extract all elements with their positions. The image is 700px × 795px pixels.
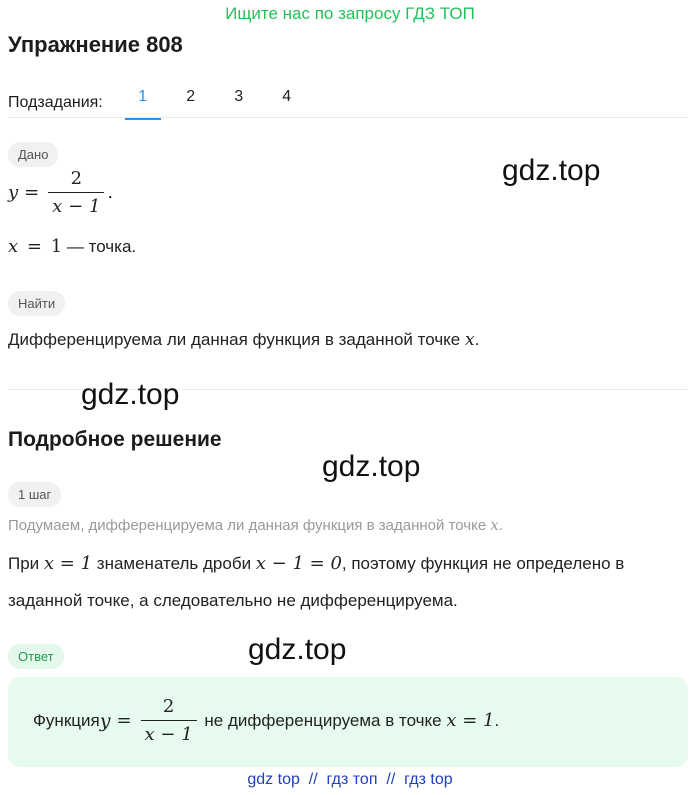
tab-subtask-3[interactable]: 3 [234, 88, 244, 105]
given-frac-den: x − 1 [48, 192, 104, 217]
answer-m2: x = 1 [446, 710, 495, 731]
footer-watermark: gdz top // гдз топ // гдз top [247, 771, 453, 788]
answer-mid: не дифференцируема в точке [199, 710, 447, 730]
watermark: gdz.top [502, 154, 601, 187]
subtasks-label: Подзадания: [8, 94, 103, 111]
given-fraction [48, 168, 104, 217]
hint-end: . [498, 517, 503, 534]
answer-pill: Ответ [8, 644, 64, 669]
sol-l1-m1: x = 1 [43, 553, 93, 574]
given-pill: Дано [8, 142, 58, 167]
answer-text [33, 696, 499, 745]
subtasks-nav [8, 86, 311, 120]
watermark: gdz.top [248, 633, 347, 666]
given-period: . [107, 182, 114, 203]
sol-l1-m2: x − 1 = 0 [255, 553, 342, 574]
given-frac-num: 2 [70, 168, 83, 189]
answer-sign: = [116, 710, 132, 731]
sol-l1-b: знаменатель дроби [92, 554, 256, 573]
hint-text: Подумаем, дифференцируема ли данная функция в заданной точке [8, 517, 491, 534]
watermark: gdz.top [322, 450, 421, 483]
step-pill: 1 шаг [8, 482, 61, 507]
answer-frac-num: 2 [162, 696, 175, 717]
step-hint [8, 516, 503, 534]
page-title: Упражнение 808 [8, 32, 183, 57]
watermark: gdz.top [81, 378, 180, 411]
find-question: Дифференцируема ли данная функция в заданной точке [8, 330, 465, 349]
find-var: x [464, 330, 475, 350]
hint-var: x [490, 516, 499, 534]
tabs-divider [8, 117, 688, 118]
point-var: x [8, 236, 19, 257]
answer-frac-den: x − 1 [141, 720, 197, 745]
point-text: — точка. [62, 237, 137, 256]
find-pill: Найти [8, 291, 65, 316]
solution-title: Подробное решение [8, 428, 222, 451]
answer-pre: Функция [33, 710, 100, 730]
tab-subtask-2[interactable]: 2 [186, 88, 196, 105]
find-text [8, 330, 479, 350]
point-val: 1 [50, 236, 63, 257]
given-function [8, 168, 113, 217]
sol-l1-a: При [8, 554, 44, 573]
answer-fraction [141, 696, 197, 745]
answer-end: . [494, 710, 500, 730]
solution-line-1 [8, 553, 624, 574]
solution-line-2: заданной точке, а следовательно не дифференцируема. [8, 591, 458, 610]
answer-lhs: y [99, 709, 111, 732]
tab-subtask-1[interactable]: 1 [119, 86, 167, 120]
point-sign: = [26, 236, 42, 257]
given-point [8, 236, 136, 257]
given-lhs: y [8, 182, 19, 203]
given-eq-sign: = [24, 182, 40, 203]
promo-banner: Ищите нас по запросу ГДЗ ТОП [225, 4, 475, 23]
sol-l1-c: , поэтому функция не определено в [341, 554, 625, 573]
find-end: . [474, 330, 480, 349]
tab-subtask-4[interactable]: 4 [282, 88, 292, 105]
